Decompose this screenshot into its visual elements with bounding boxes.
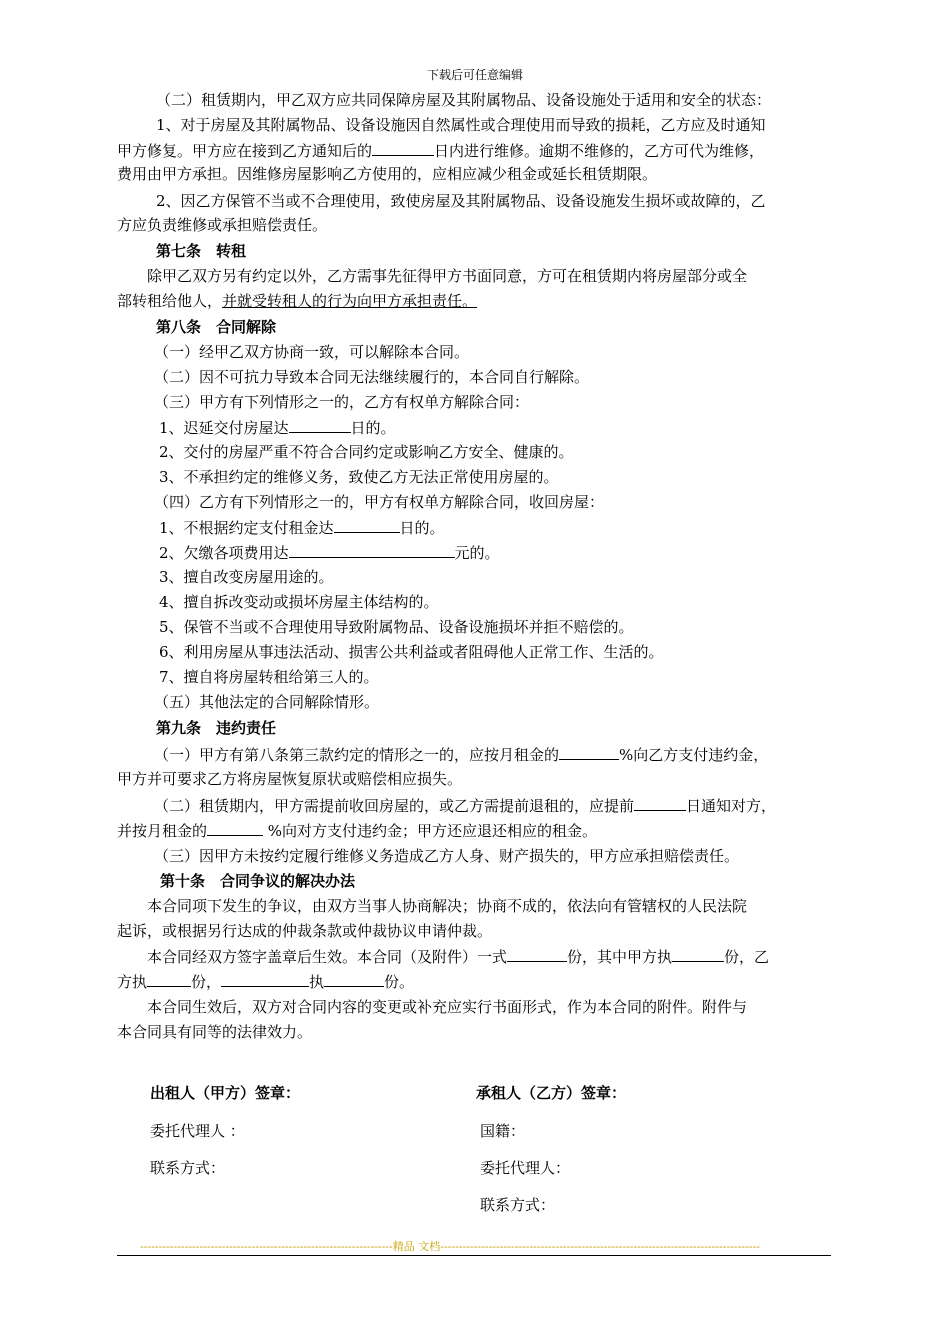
clause-8-4-item7: 7、擅自将房屋转租给第三人的。: [159, 668, 379, 686]
footer-label: 精品 文档: [392, 1240, 441, 1253]
clause-8-4-item5: 5、保管不当或不合理使用导致附属物品、设备设施损坏并拒不赔偿的。: [159, 618, 634, 636]
clause-9-1-cont: 甲方并可要求乙方将房屋恢复原状或赔偿相应损失。: [117, 770, 463, 788]
article-7-text: 除甲乙双方另有约定以外，乙方需事先征得甲方书面同意，方可在租赁期内将房屋部分或全: [147, 267, 748, 285]
lessee-signature-title: 承租人（乙方）签章：: [476, 1084, 627, 1102]
clause-6-2-item1-cont2: 费用由甲方承担。因维修房屋影响乙方使用的，应相应减少租金或延长租赁期限。: [117, 165, 658, 183]
clause-9-3: （三）因甲方未按约定履行维修义务造成乙方人身、财产损失的，甲方应承担赔偿责任。: [154, 847, 740, 865]
blank-penalty-percent-1[interactable]: [559, 744, 619, 760]
clause-6-2: （二）租赁期内，甲乙双方应共同保障房屋及其附属物品、设备设施处于适用和安全的状态：: [156, 91, 772, 109]
clause-6-2-item2-cont: 方应负责维修或承担赔偿责任。: [117, 216, 328, 234]
blank-copies-lessor[interactable]: [672, 946, 724, 962]
article-9-heading: 第九条 违约责任: [156, 719, 277, 737]
clause-6-2-item2: 2、因乙方保管不当或不合理使用，致使房屋及其附属物品、设备设施发生损坏或故障的，乙: [156, 192, 766, 210]
blank-repair-days[interactable]: [372, 140, 434, 156]
clause-8-4-item1: 1、不根据约定支付租金达 日的。: [159, 519, 445, 537]
clause-9-1: （一）甲方有第八条第三款约定的情形之一的，应按月租金的 %向乙方支付违约金，: [154, 746, 769, 764]
clause-8-4-item2: 2、欠缴各项费用达 元的。: [159, 544, 500, 562]
lessor-agent-label: 委托代理人 ：: [150, 1122, 245, 1140]
clause-8-3-item1: 1、迟延交付房屋达 日的。: [159, 419, 396, 437]
amendment-clause-cont: 本合同具有同等的法律效力。: [117, 1023, 313, 1041]
clause-8-4-item4: 4、擅自拆改变动或损坏房屋主体结构的。: [159, 593, 439, 611]
clause-8-4-item6: 6、利用房屋从事违法活动、损害公共利益或者阻碍他人正常工作、生活的。: [159, 643, 664, 661]
amendment-clause: 本合同生效后，双方对合同内容的变更或补充应实行书面形式，作为本合同的附件。附件与: [147, 998, 748, 1016]
blank-other-party[interactable]: [221, 971, 309, 987]
clause-9-2-cont: 并按月租金的 %向对方支付违约金；甲方还应退还相应的租金。: [117, 822, 598, 840]
clause-8-3-item3: 3、不承担约定的维修义务，致使乙方无法正常使用房屋的。: [159, 468, 559, 486]
lessee-agent-label: 委托代理人：: [480, 1159, 571, 1177]
clause-6-2-item1: 1、对于房屋及其附属物品、设备设施因自然属性或合理使用而导致的损耗，乙方应及时通知: [156, 116, 766, 134]
effect-clause-cont: 方执 份， 执 份。: [117, 973, 415, 991]
effect-clause: 本合同经双方签字盖章后生效。本合同（及附件）一式 份，其中甲方执 份，乙: [147, 948, 770, 966]
clause-8-3: （三）甲方有下列情形之一的，乙方有权单方解除合同：: [154, 393, 530, 411]
article-7-heading: 第七条 转租: [156, 242, 247, 260]
lessee-contact-label: 联系方式：: [480, 1196, 556, 1214]
blank-unpaid-fees-amount[interactable]: [289, 542, 455, 558]
lessor-signature-title: 出租人（甲方）签章：: [150, 1084, 301, 1102]
blank-copies-total[interactable]: [507, 946, 567, 962]
blank-delivery-delay-days[interactable]: [289, 417, 351, 433]
footer-watermark: --------------------------------------------------------------------精品 文档--------------------------------------------------------------------------------------: [140, 1240, 760, 1253]
clause-8-1: （一）经甲乙双方协商一致，可以解除本合同。: [154, 343, 470, 361]
blank-rent-overdue-days[interactable]: [334, 517, 400, 533]
clause-6-2-item1-cont: 甲方修复。甲方应在接到乙方通知后的 日内进行维修。逾期不维修的，乙方可代为维修，: [117, 142, 765, 160]
blank-copies-other[interactable]: [324, 971, 384, 987]
clause-8-2: （二）因不可抗力导致本合同无法继续履行的，本合同自行解除。: [154, 368, 590, 386]
article-10-text-cont: 起诉，或根据另行达成的仲裁条款或仲裁协议申请仲裁。: [117, 922, 493, 940]
lessor-contact-label: 联系方式：: [150, 1159, 226, 1177]
lessee-nationality-label: 国籍：: [480, 1122, 526, 1140]
clause-8-5: （五）其他法定的合同解除情形。: [154, 693, 380, 711]
clause-8-3-item2: 2、交付的房屋严重不符合合同约定或影响乙方安全、健康的。: [159, 443, 574, 461]
blank-notice-days[interactable]: [634, 795, 686, 811]
blank-copies-lessee[interactable]: [147, 971, 191, 987]
article-8-heading: 第八条 合同解除: [156, 318, 277, 336]
clause-8-4: （四）乙方有下列情形之一的，甲方有权单方解除合同，收回房屋：: [154, 493, 605, 511]
clause-9-2: （二）租赁期内，甲方需提前收回房屋的，或乙方需提前退租的，应提前 日通知对方，: [154, 797, 777, 815]
blank-penalty-percent-2[interactable]: [207, 820, 263, 836]
clause-8-4-item3: 3、擅自改变房屋用途的。: [159, 568, 334, 586]
download-note: 下载后可任意编辑: [426, 68, 523, 82]
article-10-text: 本合同项下发生的争议，由双方当事人协商解决；协商不成的，依法向有管辖权的人民法院: [147, 897, 748, 915]
article-10-heading: 第十条 合同争议的解决办法: [160, 872, 356, 890]
footer-rule: [117, 1255, 831, 1256]
article-7-text-cont: 部转租给他人，并就受转租人的行为向甲方承担责任。: [117, 292, 478, 310]
